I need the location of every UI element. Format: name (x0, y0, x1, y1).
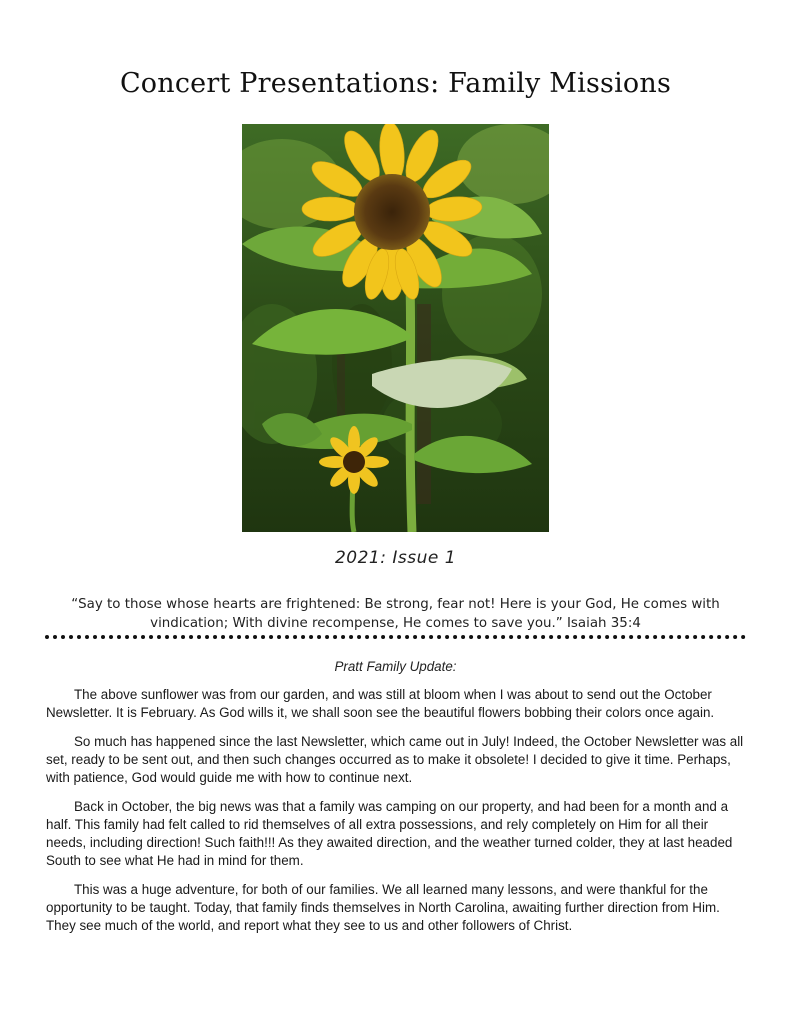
dotted-divider (45, 635, 746, 639)
scripture-quote: “Say to those whose hearts are frightened: Be strong, fear not! Here is your God, He comes with vindication; With divine recompense, He comes to save you.” Isaiah 35:4 (71, 597, 720, 631)
sunflower-photo (242, 124, 549, 532)
sunflower-illustration (242, 124, 549, 532)
paragraph: The above sunflower was from our garden, and was still at bloom when I was about to send out the October Newsletter. It is February. As God wills it, we shall soon see the beautiful flowers bobbing their colors once again. (46, 687, 715, 720)
update-body (46, 686, 746, 946)
newsletter-title: Concert Presentations: Family Missions (119, 68, 672, 99)
issue-label: 2021: Issue 1 (334, 548, 457, 568)
paragraph: Back in October, the big news was that a family was camping on our property, and had been for a month and a half. This family had felt called to rid themselves of all extra possessions, and rely completely on Him for all their needs, including direction! Such faith!!! As they awaited direction, and the weather turned colder, they at last headed South to see what He had in mind for them. (46, 799, 733, 868)
update-heading: Pratt Family Update: (334, 659, 457, 674)
paragraph: This was a huge adventure, for both of our families. We all learned many lessons, and were thankful for the opportunity to be taught. Today, that family finds themselves in North Carolina, awaiting further direction from Him. They see much of the world, and report what they see to us and other followers of Christ. (46, 882, 720, 933)
paragraph: So much has happened since the last Newsletter, which came out in July! Indeed, the October Newsletter was all set, ready to be sent out, and then such changes occurred as to make it obsolete! I decided to give it time. Perhaps, with patience, God would guide me with how to continue next. (46, 734, 744, 785)
